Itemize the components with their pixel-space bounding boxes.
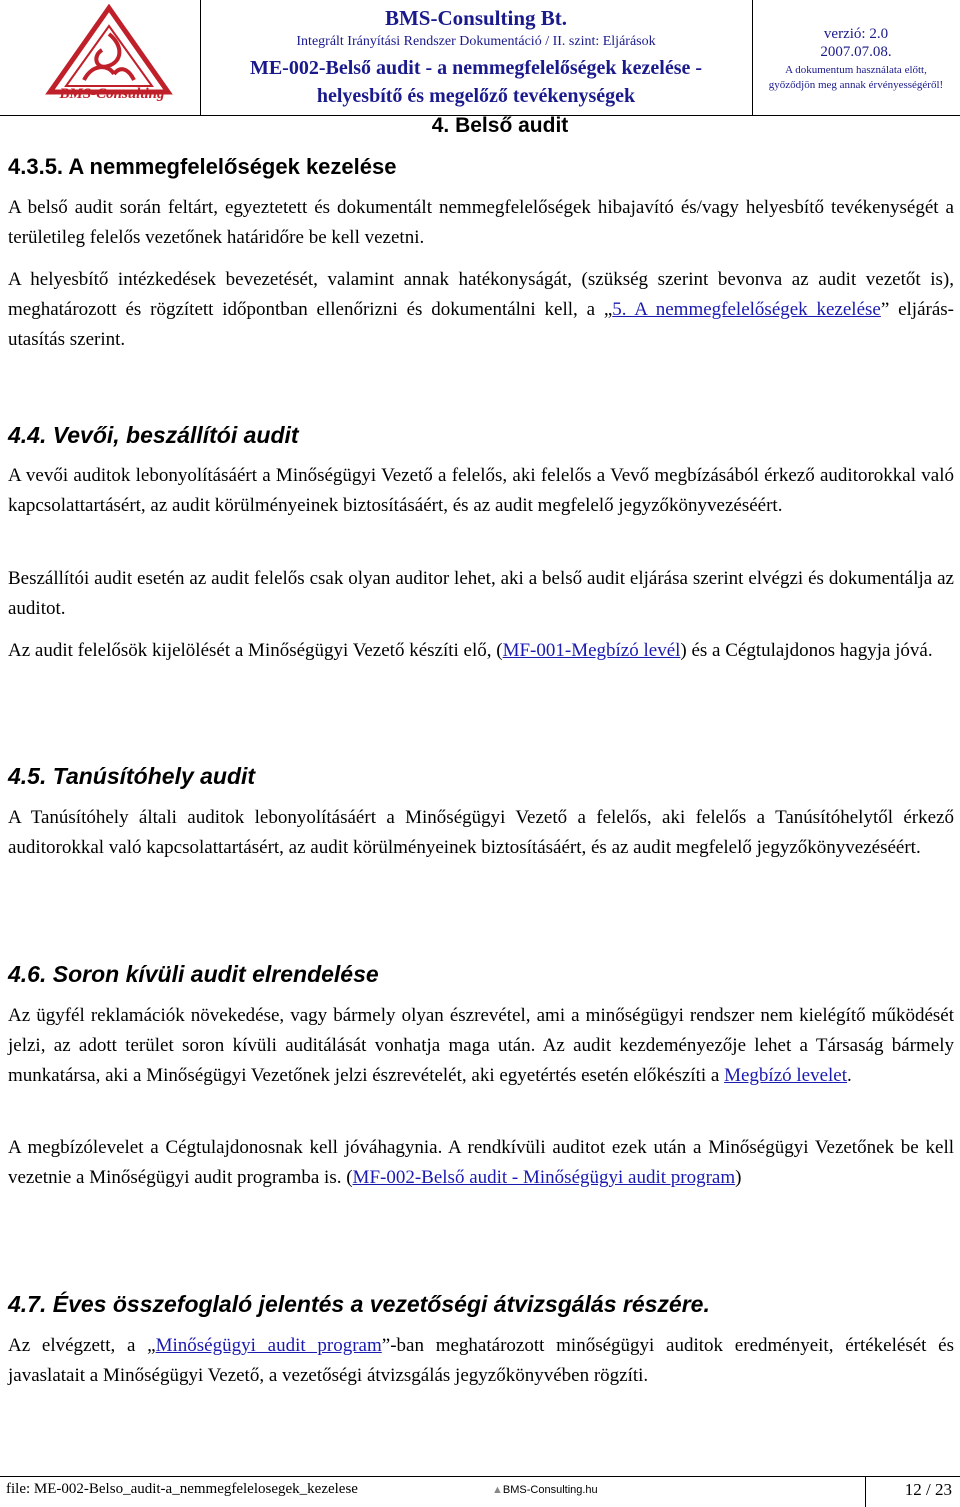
form-link[interactable]: MF-002-Belső audit - Minőségügyi audit program	[352, 1167, 736, 1188]
footer-rule	[0, 1476, 960, 1477]
paragraph	[8, 265, 954, 355]
paragraph: Beszállítói audit esetén az audit felelős csak olyan auditor lehet, aki a belső audit eljárása szerint elvégzi és dokumentálja az auditot.	[8, 568, 954, 619]
document-subsystem: Integrált Irányítási Rendszer Dokumentáció / II. szint: Eljárások	[296, 34, 656, 49]
validity-note-line1: A dokumentum használata előtt,	[785, 64, 927, 76]
footer-filename: file: ME-002-Belso_audit-a_nemmegfelelosegek_kezelese	[6, 1481, 358, 1497]
paragraph: A belső audit során feltárt, egyeztetett és dokumentált nemmegfelelőségek hibajavító és/vagy helyesbítő tevékenységét a területileg felelős vezetőnek határidőre be kell vezetni.	[8, 197, 954, 248]
paragraph-text: A helyesbítő intézkedések bevezetését, valamint annak hatékonyságát, (szükség szerint bevonva az audit vezetőt is), meghatározott és rögzített időpontban ellenőrizni és dokumentálni kell, a „	[8, 269, 954, 320]
document-title-line1: ME-002-Belső audit - a nemmegfelelőségek kezelése -	[249, 57, 703, 79]
document-date: 2007.07.08.	[820, 44, 892, 60]
paragraph: A vevői auditok lebonyolításáért a Minőségügyi Vezető a felelős, aki felelős a Vevő megbízásából érkező auditorokkal való kapcsolattartásért, az audit körülményeinek biztosításáért, és az audit megfelelő jegyzőkönyvezéséért.	[8, 465, 954, 516]
company-name: BMS-Consulting Bt.	[384, 6, 568, 30]
document-version: verzió: 2.0	[823, 26, 889, 42]
form-link[interactable]: MF-001-Megbízó levél	[502, 640, 681, 661]
section-heading-4-6: 4.6. Soron kívüli audit elrendelése	[8, 961, 379, 987]
document-title-line2: helyesbítő és megelőző tevékenységek	[316, 85, 636, 107]
paragraph-text: Az elvégzett, a „	[8, 1335, 156, 1356]
paragraph	[8, 1001, 954, 1091]
section-heading-4-5: 4.5. Tanúsítóhely audit	[8, 763, 256, 789]
page-number: 12 / 23	[904, 1480, 952, 1499]
chapter-title: 4. Belső audit	[431, 114, 569, 137]
section-heading-4-4: 4.4. Vevői, beszállítói audit	[8, 422, 299, 448]
paragraph: A Tanúsítóhely általi auditok lebonyolításáért a Minőségügyi Vezető a felelős, aki felelős a Tanúsítóhelytől érkező auditorokkal való kapcsolattartásért, az audit körülményeinek biztosításáért, és az audit megfelelő jegyzőkönyvezéséért.	[8, 807, 954, 858]
procedure-link[interactable]: 5. A nemmegfelelőségek kezelése	[612, 299, 881, 320]
paragraph	[8, 1331, 954, 1391]
paragraph-text: A megbízólevelet a Cégtulajdonosnak kell jóváhagynia. A rendkívüli auditot ezek után a Minőségügyi Vezetőnek be kell vezetnie a Minőségügyi audit programba is. (	[8, 1137, 954, 1188]
letter-link[interactable]: Megbízó levelet	[724, 1065, 848, 1086]
section-heading-4-3-5: 4.3.5. A nemmegfelelőségek kezelése	[8, 154, 397, 179]
paragraph-text: ”-ban meghatározott minőségügyi auditok eredményeit, értékelését és javaslatait a Minőségügyi Vezető, a vezetőségi átvizsgálás jegyzőkönyvében rögzíti.	[8, 1335, 955, 1386]
section-heading-4-7: 4.7. Éves összefoglaló jelentés a vezetőségi átvizsgálás részére.	[8, 1291, 710, 1317]
brand-text: BMS-Consulting.hu	[502, 1484, 598, 1496]
paragraph-text: .	[847, 1065, 852, 1086]
paragraph	[8, 1133, 954, 1193]
validity-note	[752, 63, 960, 93]
footer-divider	[865, 1476, 866, 1507]
paragraph-text: Az ügyfél reklamációk növekedése, vagy bármely olyan észrevétel, ami a minőségügyi rendszer nem kielégítő működését jelzi, az adott terület soron kívüli auditálását vonhatja maga után. Az audit kezdeményezője lehet a Társaság bármely munkatársa, aki a Minőségügyi Vezetőnek jelzi észrevételét, aki egyetértés esetén előkészíti a	[8, 1005, 954, 1086]
paragraph-text: )	[735, 1167, 742, 1188]
document-title	[200, 54, 752, 110]
validity-note-line2: győződjön meg annak érvényességéről!	[768, 79, 944, 91]
footer-brand	[492, 1484, 598, 1496]
paragraph-text: ) és a Cégtulajdonos hagyja jóvá.	[680, 640, 933, 661]
logo-text: BMS-Consulting	[59, 86, 165, 102]
page-header	[0, 0, 960, 120]
program-link[interactable]: Minőségügyi audit program	[155, 1335, 382, 1356]
brand-icon: ▲	[492, 1484, 503, 1496]
paragraph-text: Az audit felelősök kijelölését a Minőségügyi Vezető készíti elő, (	[8, 640, 503, 661]
paragraph	[8, 636, 954, 666]
paragraph-text: ” eljárás-utasítás szerint.	[8, 299, 954, 350]
